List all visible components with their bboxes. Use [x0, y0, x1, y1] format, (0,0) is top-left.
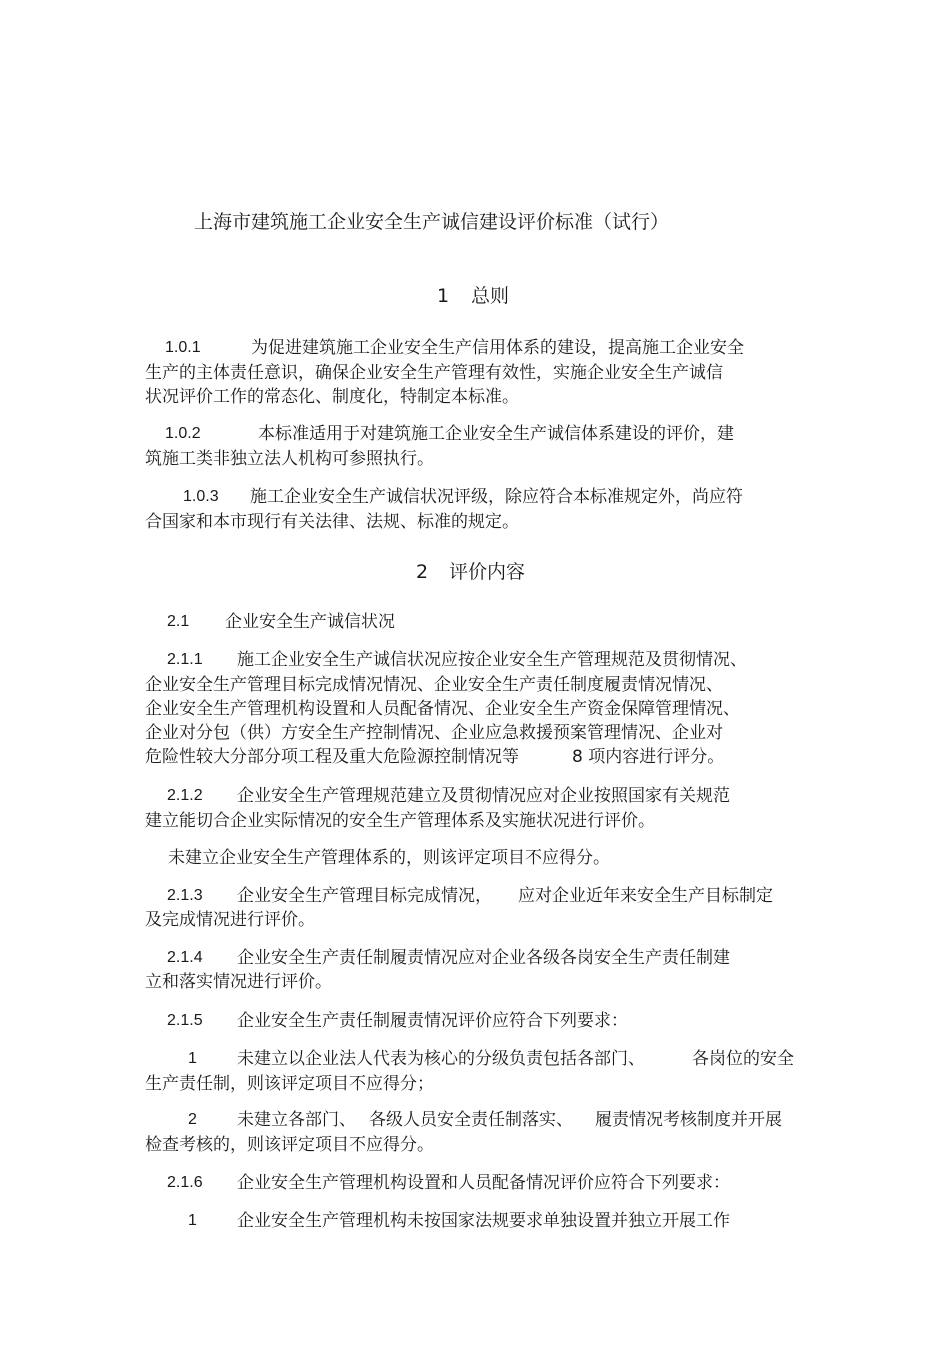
clause-2-1-1-line-5b: 8 项内容进行评分。 [572, 747, 725, 767]
clause-2-1-6-number: 2.1.6 [167, 1174, 203, 1191]
clause-2-1-2-line-1: 企业安全生产管理规范建立及贯彻情况应对企业按照国家有关规范 [237, 786, 730, 806]
chapter-2-title: 评价内容 [449, 561, 526, 583]
clause-2-1-2-number: 2.1.2 [167, 787, 203, 804]
clause-1-0-1-number: 1.0.1 [165, 339, 201, 356]
item-1-line-1a: 未建立以企业法人代表为核心的分级负责包括各部门、 [237, 1049, 645, 1069]
chapter-1-title: 总则 [471, 285, 510, 307]
item-3-line-1: 企业安全生产管理机构未按国家法规要求单独设置并独立开展工作 [237, 1211, 730, 1231]
section-2-1-number: 2.1 [167, 613, 190, 630]
clause-2-1-4-line-1: 企业安全生产责任制履责情况应对企业各级各岗安全生产责任制建 [237, 948, 730, 968]
chapter-2-number: 2 [416, 561, 429, 583]
clause-2-1-6-line-1: 企业安全生产管理机构设置和人员配备情况评价应符合下列要求： [237, 1173, 730, 1193]
clause-2-1-1-line-3: 企业安全生产管理机构设置和人员配备情况、企业安全生产资金保障管理情况、 [145, 699, 740, 719]
clause-1-0-1-line-3: 状况评价工作的常态化、制度化，特制定本标准。 [145, 387, 519, 407]
item-2-line-2: 检查考核的，则该评定项目不应得分。 [145, 1135, 434, 1155]
clause-2-1-3-line-1a: 企业安全生产管理目标完成情况， [237, 886, 492, 906]
clause-2-1-2-line-2: 建立能切合企业实际情况的安全生产管理体系及实施状况进行评价。 [145, 811, 655, 831]
clause-1-0-2-line-2: 筑施工类非独立法人机构可参照执行。 [145, 449, 434, 469]
item-2-line-1c: 履责情况考核制度并开展 [595, 1110, 782, 1130]
clause-2-1-4-line-2: 立和落实情况进行评价。 [145, 972, 332, 992]
clause-2-1-3-number: 2.1.3 [167, 887, 203, 904]
clause-2-1-5-line-1: 企业安全生产责任制履责情况评价应符合下列要求： [237, 1011, 628, 1031]
clause-2-1-1-line-1: 施工企业安全生产诚信状况应按企业安全生产管理规范及贯彻情况、 [237, 650, 747, 670]
clause-1-0-1-line-1: 为促进建筑施工企业安全生产信用体系的建设，提高施工企业安全 [251, 338, 744, 358]
clause-2-1-1-line-2: 企业安全生产管理目标完成情况情况、企业安全生产责任制度履责情况情况、 [145, 675, 723, 695]
item-2-line-1a: 未建立各部门、 [237, 1110, 356, 1130]
item-2-line-1b: 各级人员安全责任制落实、 [369, 1110, 573, 1130]
item-3-number: 1 [188, 1212, 197, 1229]
clause-1-0-3-line-1: 施工企业安全生产诚信状况评级，除应符合本标准规定外，尚应符 [250, 487, 743, 507]
clause-2-1-1-number: 2.1.1 [167, 651, 203, 668]
clause-1-0-3-number: 1.0.3 [183, 488, 219, 505]
item-2-number: 2 [188, 1111, 197, 1128]
item-1-number: 1 [188, 1050, 197, 1067]
clause-2-1-1-line-5a: 危险性较大分部分项工程及重大危险源控制情况等 [145, 747, 519, 767]
clause-1-0-1-line-2: 生产的主体责任意识，确保企业安全生产管理有效性，实施企业安全生产诚信 [145, 363, 723, 383]
clause-2-1-1-line-4: 企业对分包（供）方安全生产控制情况、企业应急救援预案管理情况、企业对 [145, 723, 723, 743]
clause-1-0-2-line-1: 本标准适用于对建筑施工企业安全生产诚信体系建设的评价，建 [258, 424, 734, 444]
clause-2-1-5-number: 2.1.5 [167, 1012, 203, 1029]
clause-2-1-4-number: 2.1.4 [167, 949, 203, 966]
clause-2-1-2-line-3: 未建立企业安全生产管理体系的，则该评定项目不应得分。 [168, 848, 610, 868]
chapter-1-number: 1 [437, 285, 450, 307]
clause-1-0-3-line-2: 合国家和本市现行有关法律、法规、标准的规定。 [145, 512, 519, 532]
document-title: 上海市建筑施工企业安全生产诚信建设评价标准（试行） [194, 211, 670, 233]
item-1-line-1b: 各岗位的安全 [692, 1049, 794, 1069]
section-2-1-title: 企业安全生产诚信状况 [225, 612, 395, 632]
clause-2-1-3-line-1b: 应对企业近年来安全生产目标制定 [518, 886, 773, 906]
clause-1-0-2-number: 1.0.2 [165, 425, 201, 442]
clause-2-1-3-line-2: 及完成情况进行评价。 [145, 910, 315, 930]
item-1-line-2: 生产责任制，则该评定项目不应得分； [145, 1074, 434, 1094]
